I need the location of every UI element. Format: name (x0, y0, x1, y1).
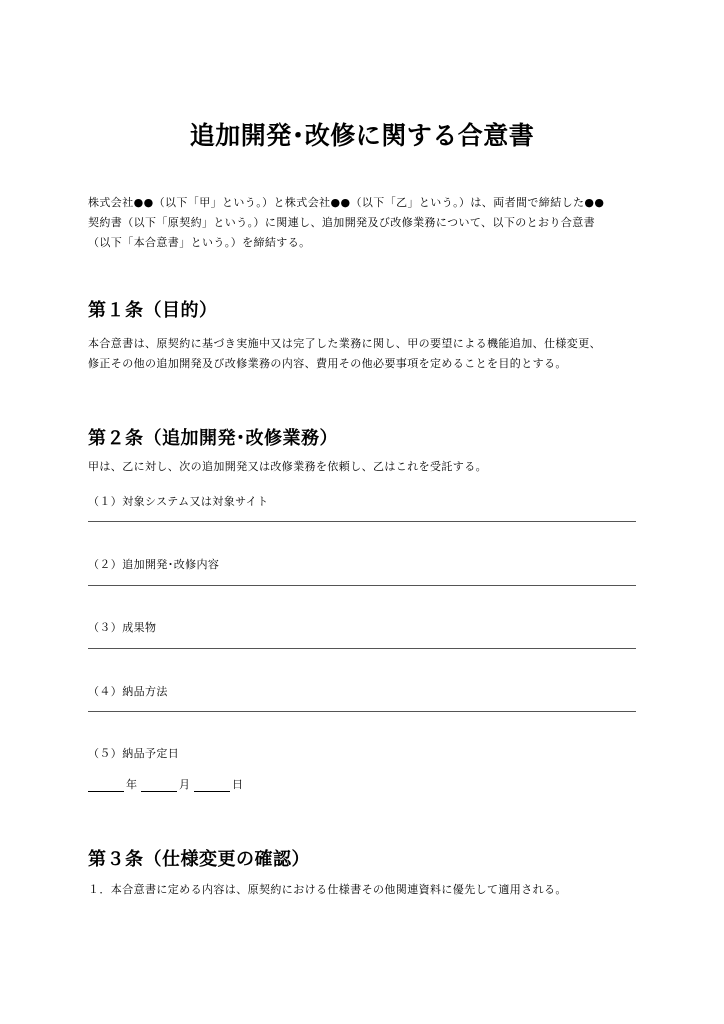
item-deliverables-line[interactable] (88, 648, 636, 649)
day-unit: 日 (232, 778, 243, 791)
item-deliverables-label: （３）成果物 (88, 621, 157, 634)
intro-paragraph: 株式会社●●（以下「甲」という。）と株式会社●●（以下「乙」という。）は、両者間で締結した●● 契約書（以下「原契約」という。）に関連し、追加開発及び改修業務について、以下のとおり合意書 （以下「本合意書」という。）を締結する。 (88, 196, 605, 249)
year-unit: 年 (126, 778, 137, 791)
item-delivery-date-label: （５）納品予定日 (88, 747, 180, 760)
article2-heading: 第２条（追加開発･改修業務） (88, 428, 338, 449)
month-unit: 月 (179, 778, 190, 791)
item-target-system-label: （１）対象システム又は対象サイト (88, 495, 269, 508)
year-blank[interactable] (88, 779, 124, 792)
article2-body: 甲は、乙に対し、次の追加開発又は改修業務を依頼し、乙はこれを受託する。 (88, 460, 487, 473)
article3-clause1: １．本合意書に定める内容は、原契約における仕様書その他関連資料に優先して適用される。 (88, 883, 567, 896)
item-delivery-method-line[interactable] (88, 711, 636, 712)
article3-heading: 第３条（仕様変更の確認） (88, 849, 310, 870)
item-target-system-line[interactable] (88, 521, 636, 522)
item-development-content-label: （２）追加開発･改修内容 (88, 558, 220, 571)
item-delivery-method-label: （４）納品方法 (88, 685, 168, 698)
delivery-date-row (88, 776, 247, 792)
month-blank[interactable] (141, 779, 177, 792)
article1-heading: 第１条（目的） (88, 300, 218, 321)
item-development-content-line[interactable] (88, 585, 636, 586)
day-blank[interactable] (194, 779, 230, 792)
document-title: 追加開発･改修に関する合意書 (189, 121, 535, 150)
article1-body: 本合意書は、原契約に基づき実施中又は完了した業務に関し、甲の要望による機能追加、仕様変更、 修正その他の追加開発及び改修業務の内容、費用その他必要事項を定めることを目的とする。 (88, 337, 601, 370)
